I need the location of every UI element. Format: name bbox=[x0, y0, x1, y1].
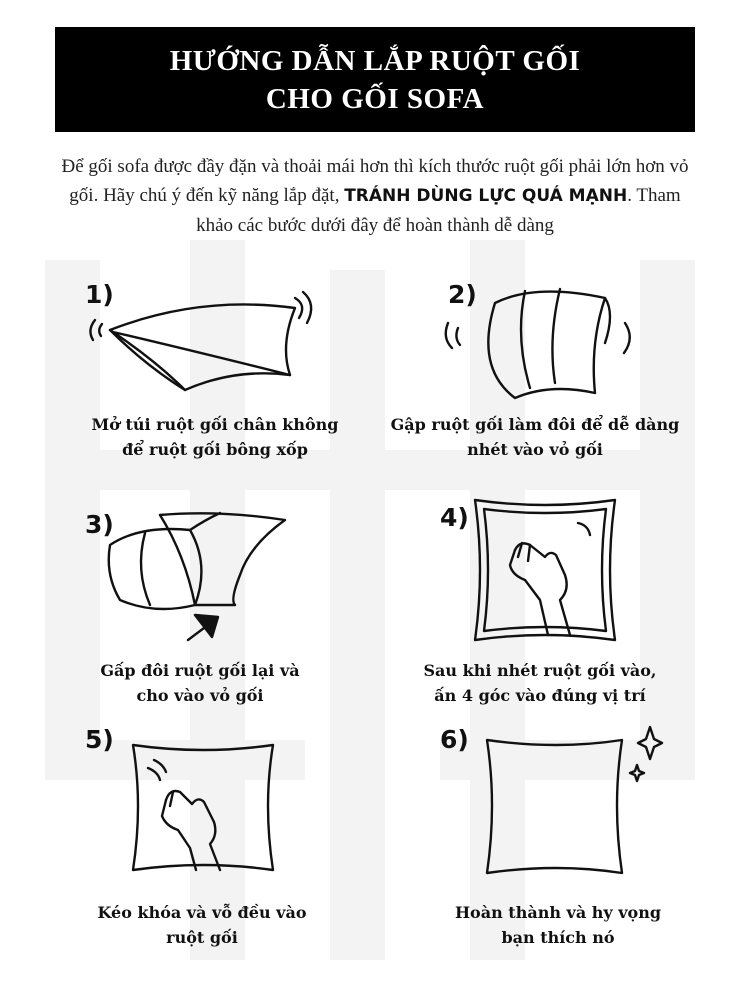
intro-paragraph bbox=[60, 152, 690, 240]
caption-line-1: Hoàn thành và hy vọng bbox=[454, 903, 662, 922]
caption-line-2: bạn thích nó bbox=[501, 928, 615, 947]
caption-line-2: ấn 4 góc vào đúng vị trí bbox=[434, 686, 646, 705]
caption-line-1: Gấp đôi ruột gối lại và bbox=[100, 661, 300, 680]
title-line-2: CHO GỐI SOFA bbox=[265, 82, 485, 115]
caption-line-1: Kéo khóa và vỗ đều vào bbox=[97, 903, 307, 922]
pillow-unfold-icon bbox=[85, 290, 315, 400]
step-caption bbox=[398, 900, 718, 950]
step-caption bbox=[55, 412, 375, 462]
step-number: 5) bbox=[85, 725, 114, 754]
caption-line-2: để ruột gối bông xốp bbox=[122, 440, 308, 459]
caption-line-2: ruột gối bbox=[166, 928, 238, 947]
step-caption bbox=[375, 412, 695, 462]
caption-line-2: cho vào vỏ gối bbox=[136, 686, 264, 705]
pillow-insert-icon bbox=[100, 505, 300, 645]
step-number: 6) bbox=[440, 725, 469, 754]
pillow-fold-icon bbox=[440, 283, 640, 408]
step-number: 4) bbox=[440, 503, 469, 532]
press-corners-icon bbox=[470, 495, 620, 645]
title-line-1: HƯỚNG DẪN LẮP RUỘT GỐI bbox=[169, 44, 581, 77]
zip-pat-icon bbox=[128, 740, 278, 875]
title-banner bbox=[55, 27, 695, 132]
caption-line-1: Sau khi nhét ruột gối vào, bbox=[423, 661, 657, 680]
step-number: 1) bbox=[85, 280, 114, 309]
step-number: 3) bbox=[85, 510, 114, 539]
caption-line-1: Mở túi ruột gối chân không bbox=[91, 415, 339, 434]
intro-text-2: . Tham khảo các bước dưới đây để hoàn thành dễ dàng bbox=[196, 185, 681, 236]
intro-emphasis: TRÁNH DÙNG LỰC QUÁ MẠNH bbox=[344, 186, 628, 206]
intro-text-1: Để gối sofa được đầy đặn và thoải mái hơn thì kích thước ruột gối phải lớn hơn vỏ gối. Hãy chú ý đến kỹ năng lắp đặt, bbox=[61, 156, 689, 206]
step-caption bbox=[40, 658, 360, 708]
step-caption bbox=[42, 900, 362, 950]
caption-line-2: nhét vào vỏ gối bbox=[467, 440, 603, 459]
caption-line-1: Gập ruột gối làm đôi để dễ dàng bbox=[390, 415, 680, 434]
step-number: 2) bbox=[448, 280, 477, 309]
finished-pillow-icon bbox=[482, 725, 662, 880]
step-caption bbox=[380, 658, 700, 708]
